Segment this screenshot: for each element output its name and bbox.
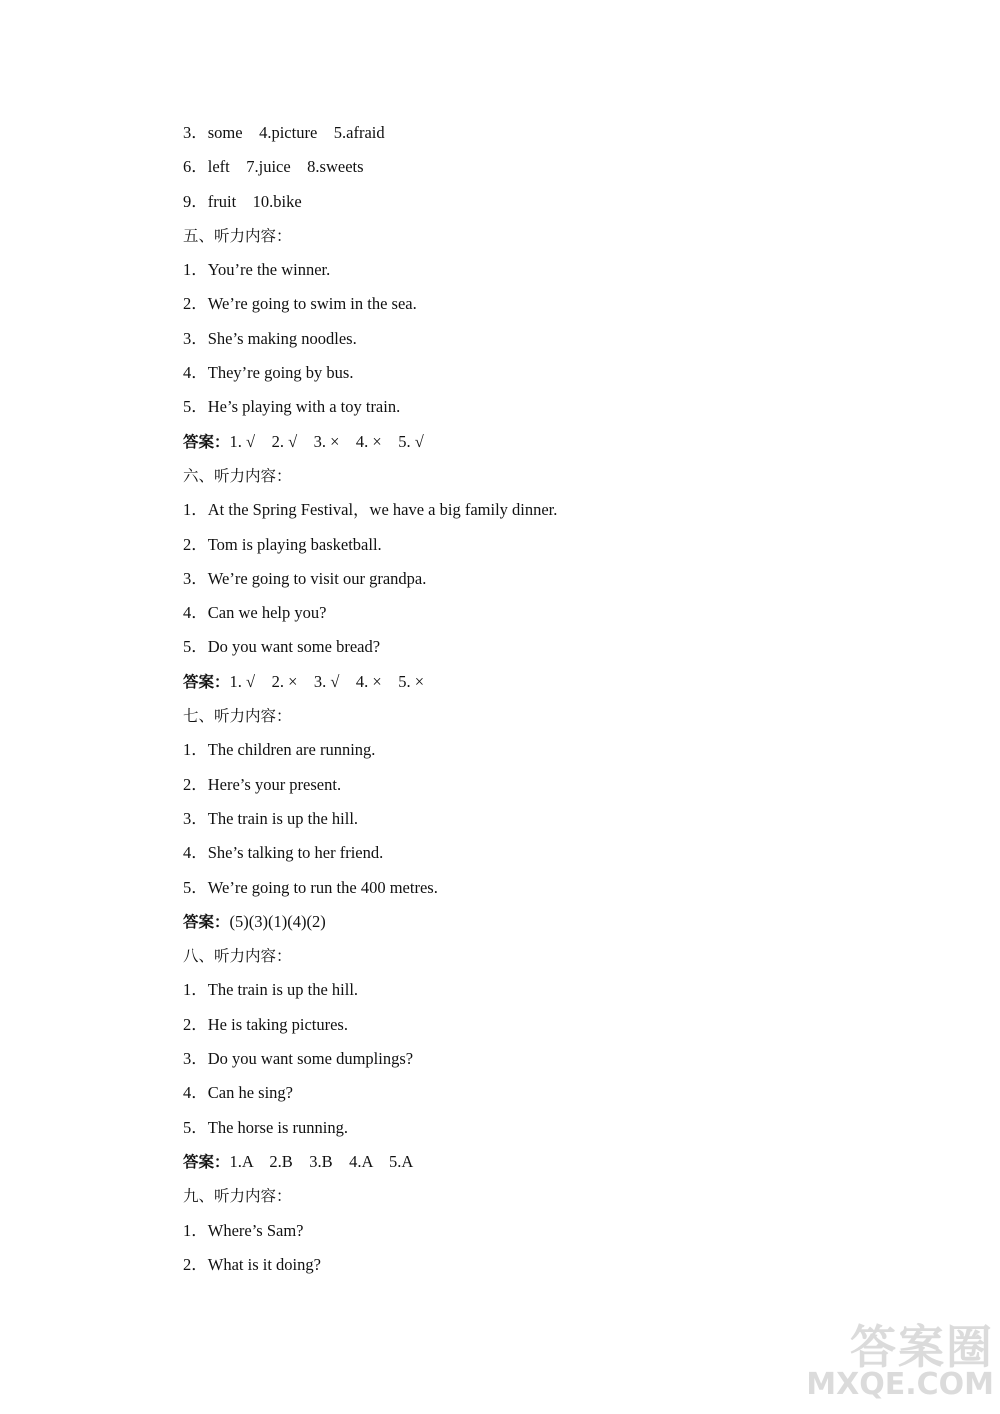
answer-line bbox=[183, 665, 823, 699]
text-line: 4．Can he sing? bbox=[183, 1083, 293, 1103]
text-line: 1．You’re the winner. bbox=[183, 260, 331, 280]
text-line: 2．We’re going to swim in the sea. bbox=[183, 294, 417, 314]
text-line: 1．Where’s Sam? bbox=[183, 1220, 304, 1240]
watermark-cn-text: 答案圈 bbox=[850, 1320, 994, 1374]
answer-value: 1. √ 2. × 3. √ 4. × 5. × bbox=[229, 671, 425, 691]
answer-line bbox=[183, 425, 823, 459]
text-line: 5．We’re going to run the 400 metres. bbox=[183, 877, 438, 897]
text-line: 4．Can we help you? bbox=[183, 603, 327, 623]
text-line: 2．He is taking pictures. bbox=[183, 1014, 348, 1034]
answer-value: (5)(3)(1)(4)(2) bbox=[229, 911, 326, 931]
text-line: 3．She’s making noodles. bbox=[183, 328, 357, 348]
text-line: 4．They’re going by bus. bbox=[183, 363, 354, 383]
answer-label: 答案： bbox=[183, 672, 230, 691]
text-line: 2．What is it doing? bbox=[183, 1254, 321, 1274]
text-line: 3．We’re going to visit our grandpa. bbox=[183, 568, 427, 588]
watermark-logo bbox=[794, 1311, 994, 1406]
section-heading: 八、听力内容： bbox=[183, 947, 292, 966]
text-line: 2．Here’s your present. bbox=[183, 774, 342, 794]
text-line: 1．The train is up the hill. bbox=[183, 980, 359, 1000]
answer-key-content bbox=[183, 116, 823, 1282]
answer-value: 1. √ 2. √ 3. × 4. × 5. √ bbox=[229, 431, 424, 451]
answer-line bbox=[183, 905, 823, 939]
text-line: 5．Do you want some bread? bbox=[183, 637, 381, 657]
text-line: 1．At the Spring Festival，we have a big family dinner. bbox=[183, 500, 558, 520]
text-line: 3．Do you want some dumplings? bbox=[183, 1049, 414, 1069]
section-heading: 七、听力内容： bbox=[183, 707, 292, 726]
text-line: 3．The train is up the hill. bbox=[183, 808, 359, 828]
text-line: 1．The children are running. bbox=[183, 740, 376, 760]
text-line: 3．some 4.picture 5.afraid bbox=[183, 123, 385, 142]
text-line: 5．He’s playing with a toy train. bbox=[183, 397, 401, 417]
answer-label: 答案： bbox=[183, 912, 230, 931]
section-heading: 六、听力内容： bbox=[183, 466, 292, 485]
text-line: 5．The horse is running. bbox=[183, 1117, 348, 1137]
text-line: 6．left 7.juice 8.sweets bbox=[183, 157, 364, 177]
watermark-en-text: MXQE.COM bbox=[806, 1367, 994, 1402]
answer-line bbox=[183, 1145, 823, 1179]
text-line: 4．She’s talking to her friend. bbox=[183, 843, 384, 863]
answer-label: 答案： bbox=[183, 432, 230, 451]
section-heading: 五、听力内容： bbox=[183, 226, 292, 245]
text-line: 2．Tom is playing basketball. bbox=[183, 534, 382, 554]
text-line: 9．fruit 10.bike bbox=[183, 191, 302, 211]
answer-label: 答案： bbox=[183, 1152, 230, 1171]
section-heading: 九、听力内容： bbox=[183, 1187, 292, 1206]
answer-value: 1.A 2.B 3.B 4.A 5.A bbox=[229, 1151, 414, 1171]
